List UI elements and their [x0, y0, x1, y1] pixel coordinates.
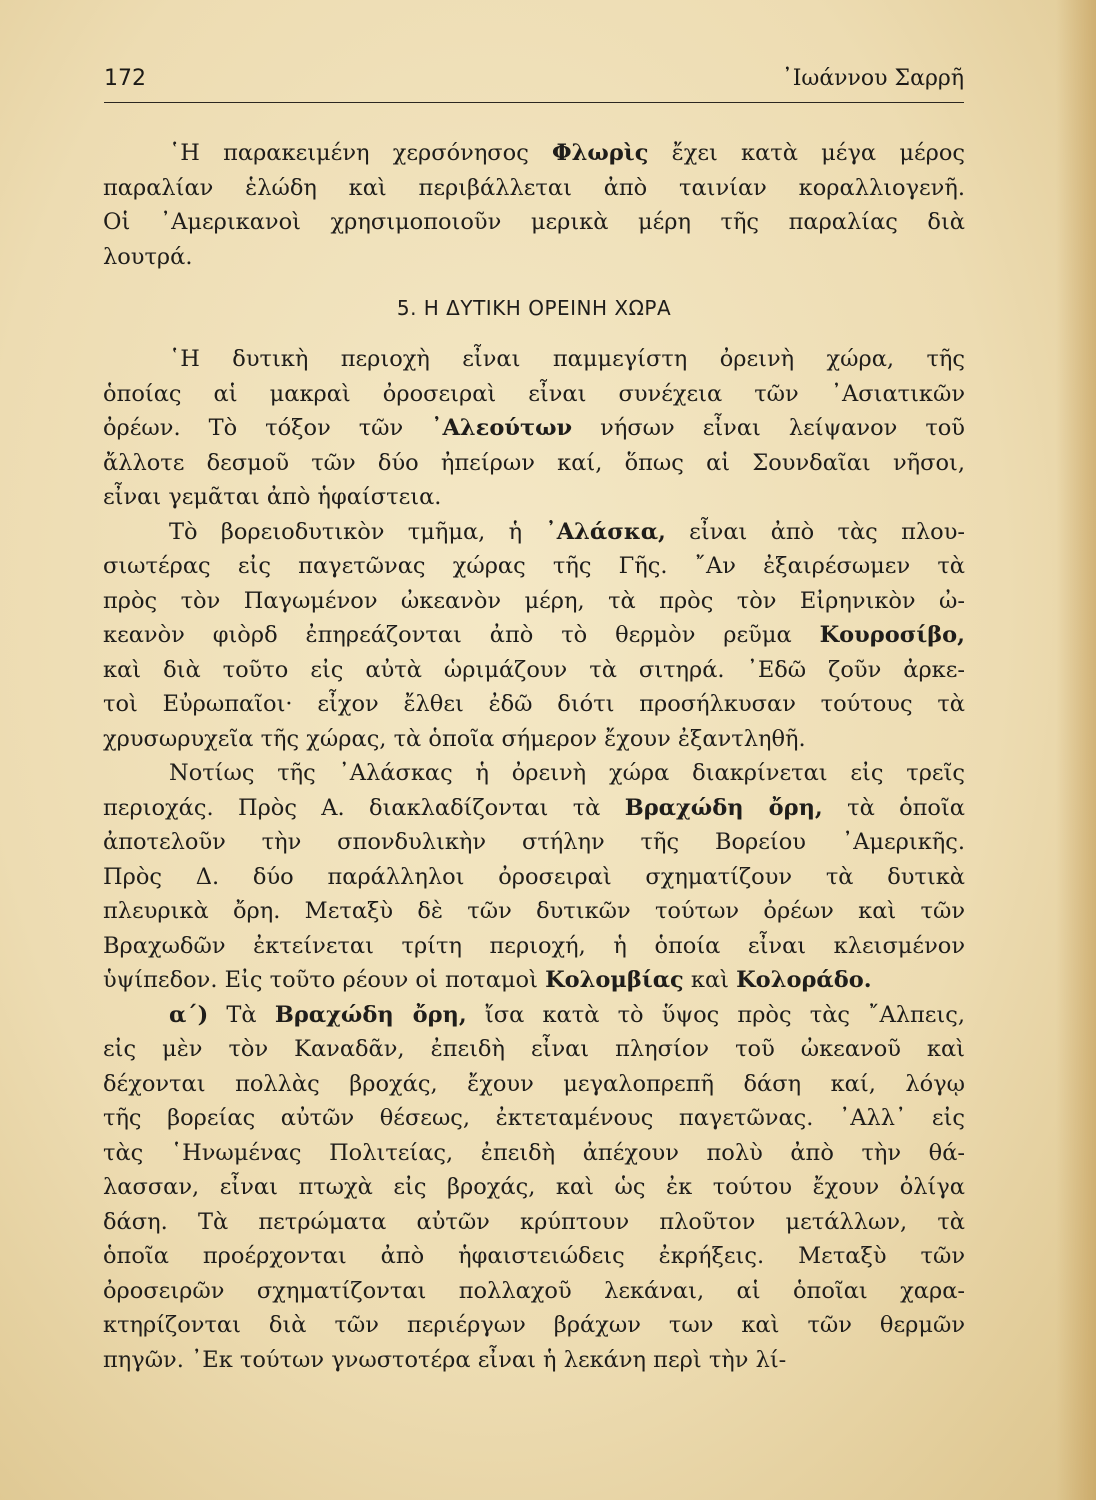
text-line [103, 1343, 965, 1378]
bold-term: Βραχώδη ὄρη, [274, 1001, 467, 1028]
text-run: ὁποῖα προέρχονται ἀπὸ ἡφαιστειώδεις ἐκρήξεις. Μεταξὺ τῶν [103, 1243, 965, 1269]
text-run: ἔχει κατὰ μέγα μέρος [648, 140, 965, 166]
page-header [104, 62, 964, 103]
text-run: δέχονται πολλὰς βροχάς, ἔχουν μεγαλοπρεπῆ δάση καί, λόγῳ [103, 1070, 965, 1097]
text-run: ὀρέων. Τὸ τόξον τῶν [103, 415, 432, 441]
text-run: Τὸ βορειοδυτικὸν τμῆμα, ἡ [169, 518, 546, 545]
text-line [103, 1274, 965, 1309]
text-line [103, 618, 965, 653]
text-line [103, 1308, 965, 1343]
text-run: πλευρικὰ ὄρη. Μεταξὺ δὲ τῶν δυτικῶν τούτων ὀρέων καὶ τῶν [103, 898, 965, 924]
text-run: δάση. Τὰ πετρώματα αὐτῶν κρύπτουν πλοῦτον μετάλλων, τὰ [103, 1208, 965, 1235]
text-run: κτηρίζονται διὰ τῶν περιέργων βράχων των καὶ τῶν θερμῶν [103, 1312, 965, 1338]
text-line [103, 791, 965, 826]
text-run: ὀροσειρῶν σχηματίζονται πολλαχοῦ λεκάναι, αἱ ὁποῖαι χαρα- [103, 1277, 965, 1304]
text-run: ἴσα κατὰ τὸ ὕψος πρὸς τὰς ῎Αλπεις, [466, 1001, 965, 1028]
text-line [103, 342, 965, 377]
text-run: κεανὸν φιὸρδ ἐπηρεάζονται ἀπὸ τὸ θερμὸν ρεῦμα [103, 622, 820, 648]
text-run: ῾Η δυτικὴ περιοχὴ εἶναι παμμεγίστη ὀρεινὴ χώρα, τῆς [169, 346, 965, 372]
section-heading: 5. Η ΔΥΤΙΚΗ ΟΡΕΙΝΗ ΧΩΡΑ [396, 296, 672, 320]
text-run: καὶ διὰ τοῦτο εἰς αὐτὰ ὡριμάζουν τὰ σιτηρά. ᾿Εδῶ ζοῦν ἀρκε- [103, 656, 965, 683]
bold-term: Κουροσίβο, [819, 622, 965, 648]
text-run: πηγῶν. ᾿Εκ τούτων γνωστοτέρα εἶναι ἡ λεκάνη περὶ τὴν λί- [103, 1346, 787, 1373]
text-line [103, 515, 965, 550]
page-number: 172 [104, 66, 146, 91]
body-text [103, 136, 965, 1377]
text-run: εἶναι ἀπὸ τὰς πλου- [665, 518, 965, 545]
text-line [103, 549, 965, 584]
text-line [103, 653, 965, 688]
text-line [103, 894, 965, 929]
text-line [103, 171, 965, 206]
text-run: καὶ [683, 967, 737, 993]
text-line [103, 480, 965, 515]
text-line [103, 1239, 965, 1274]
text-run: εἶναι γεμᾶται ἀπὸ ἡφαίστεια. [103, 484, 442, 510]
bold-term: Κολοράδο. [736, 967, 872, 993]
bold-term: ᾿Αλεούτων [431, 415, 573, 441]
text-run: ἄλλοτε δεσμοῦ τῶν δύο ἠπείρων καί, ὅπως αἱ Σουνδαῖαι νῆσοι, [103, 449, 965, 476]
text-run: λουτρά. [103, 243, 193, 270]
text-line [103, 1032, 965, 1067]
bold-term: Κολομβίας [545, 967, 684, 993]
text-line [103, 1170, 965, 1205]
text-line [103, 687, 965, 722]
text-line [103, 929, 965, 964]
text-run: εἰς μὲν τὸν Καναδᾶν, ἐπειδὴ εἶναι πλησίον τοῦ ὠκεανοῦ καὶ [103, 1036, 965, 1062]
text-run: τοὶ Εὐρωπαῖοι· εἶχον ἔλθει ἐδῶ διότι προσήλκυσαν τούτους τὰ [103, 691, 965, 717]
text-run: χρυσωρυχεῖα τῆς χώρας, τὰ ὁποῖα σήμερον ἔχουν ἐξαντληθῆ. [103, 725, 806, 752]
text-line [103, 446, 965, 481]
text-line [103, 411, 965, 446]
bold-term: Βραχώδη ὄρη, [624, 794, 823, 821]
bold-term: Φλωρὶς [552, 140, 649, 166]
text-line [103, 205, 965, 240]
text-run: παραλίαν ἑλώδη καὶ περιβάλλεται ἀπὸ ταινίαν κοραλλιογενῆ. [103, 174, 965, 201]
text-line [103, 1101, 965, 1136]
text-line [103, 377, 965, 412]
text-run: ὑψίπεδον. Εἰς τοῦτο ρέουν οἱ ποταμοὶ [103, 967, 546, 993]
text-line [103, 584, 965, 619]
text-run: νήσων εἶναι λείψανον τοῦ [572, 415, 965, 441]
text-line [103, 1067, 965, 1102]
page-edge-shading [1056, 0, 1096, 1500]
text-run: Βραχωδῶν ἐκτείνεται τρίτη περιοχή, ἡ ὁποία εἶναι κλεισμένον [103, 932, 965, 959]
text-run: ῾Η παρακειμένη χερσόνησος [169, 140, 553, 166]
text-run: Οἱ ᾿Αμερικανοὶ χρησιμοποιοῦν μερικὰ μέρη τῆς παραλίας διὰ [103, 209, 965, 235]
text-run: τὰ ὁποῖα [822, 794, 965, 821]
text-run: περιοχάς. Πρὸς Α. διακλαδίζονται τὰ [103, 794, 625, 821]
text-run: σιωτέρας εἰς παγετῶνας χώρας τῆς Γῆς. ῎Αν ἐξαιρέσωμεν τὰ [103, 553, 965, 579]
text-line [103, 825, 965, 860]
text-line [103, 1136, 965, 1171]
text-run: Πρὸς Δ. δύο παράλληλοι ὀροσειραὶ σχηματίζουν τὰ δυτικὰ [103, 863, 965, 890]
text-run: λασσαν, εἶναι πτωχὰ εἰς βροχάς, καὶ ὡς ἐκ τούτου ἔχουν ὀλίγα [103, 1174, 965, 1200]
text-line [103, 722, 965, 757]
text-run: Τὰ [208, 1001, 275, 1028]
text-line [103, 1205, 965, 1240]
text-line [103, 998, 965, 1033]
text-line [103, 963, 965, 998]
text-line [103, 756, 965, 791]
text-line [103, 240, 965, 275]
text-run: τῆς βορείας αὐτῶν θέσεως, ἐκτεταμένους παγετῶνας. ᾿Αλλ᾿ εἰς [103, 1105, 965, 1131]
text-run: Νοτίως τῆς ᾿Αλάσκας ἡ ὀρεινὴ χώρα διακρίνεται εἰς τρεῖς [169, 760, 965, 786]
text-line [103, 136, 965, 171]
text-run: ἀποτελοῦν τὴν σπονδυλικὴν στήλην τῆς Βορείου ᾿Αμερικῆς. [103, 829, 965, 855]
text-run: πρὸς τὸν Παγωμένον ὠκεανὸν μέρη, τὰ πρὸς τὸν Εἰρηνικὸν ὠ- [103, 587, 965, 614]
bold-term: α΄) [169, 1001, 209, 1028]
text-run: τὰς ῾Ηνωμένας Πολιτείας, ἐπειδὴ ἀπέχουν πολὺ ἀπὸ τὴν θά- [103, 1139, 965, 1166]
text-line [103, 860, 965, 895]
bold-term: ᾿Αλάσκα, [545, 518, 666, 545]
running-head: ᾿Ιωάννου Σαρρῆ [781, 66, 964, 91]
text-run: ὁποίας αἱ μακραὶ ὀροσειραὶ εἶναι συνέχεια τῶν ᾿Ασιατικῶν [103, 380, 965, 407]
